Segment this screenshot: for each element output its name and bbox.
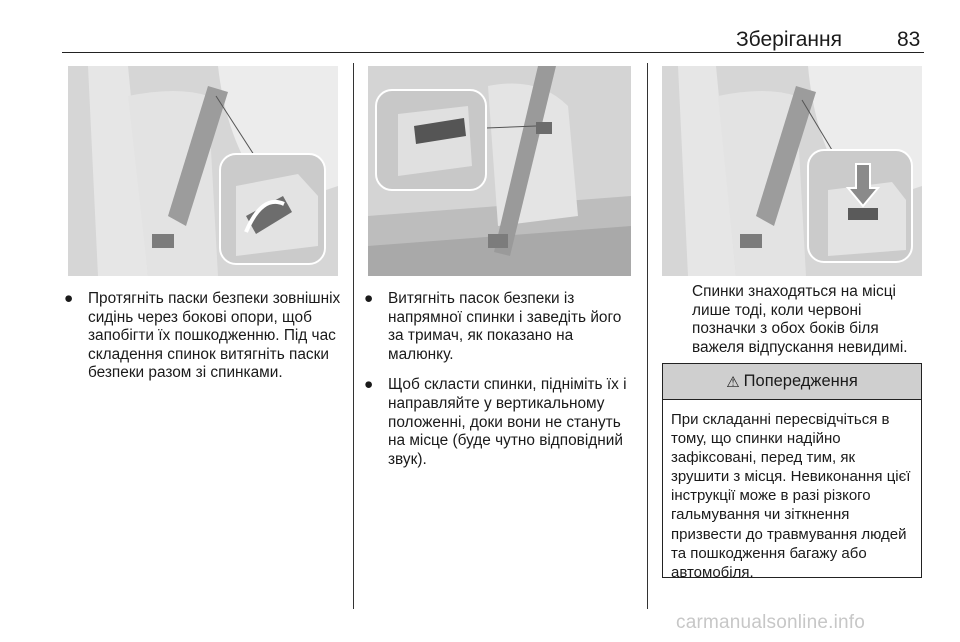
bullet-dot: ● [364,290,374,307]
column-2-bullets [358,290,638,481]
list-item [358,376,638,469]
page-number: 83 [897,28,921,51]
warning-title: Попередження [743,372,858,390]
bullet-dot: ● [364,376,374,394]
bullet-dot: ● [64,290,74,307]
column-1-bullets [58,290,342,395]
column-divider-2 [647,63,648,609]
illustration-belt-side-support [68,66,338,276]
header-rule [62,52,924,53]
bullet-text: Витягніть пасок безпеки із напрямної спинки і заведіть його за тримач, як показано на малюнку. [388,290,622,363]
warning-header [663,364,921,400]
column-divider-1 [353,63,354,609]
illustration-belt-holder [368,66,631,276]
warning-box [662,363,922,581]
watermark: carmanualsonline.info [676,612,866,633]
bullet-text: Щоб скласти спинки, підніміть їх і направляйте у вертикальному положенні, доки вони не стануть на місце (буде чутно відповідний звук). [388,376,627,468]
list-item [358,290,638,364]
warning-body: При складанні пересвідчіться в тому, що спинки надійно зафіксовані, перед тим, як зрушити з місця. Невиконання цієї інструкції може в разі різкого гальмування чи зіткнення призвести до травмування людей та пошкодження багажу або автомобіля. [671,411,911,581]
header-title: Зберігання [736,28,842,51]
bullet-text: Протягніть паски безпеки зовнішніх сидінь через бокові опори, щоб запобігти їх пошкодженню. Під час складення спинок витягніть паски безпеки разом зі спинками. [88,290,341,382]
list-item [58,290,342,383]
column-3-paragraph: Спинки знаходяться на місці лише тоді, коли червоні позначки з обох боків біля важеля відпускання невидимі. [692,283,908,356]
warning-triangle-icon: ⚠ [726,373,740,391]
illustration-release-indicator [662,66,922,276]
